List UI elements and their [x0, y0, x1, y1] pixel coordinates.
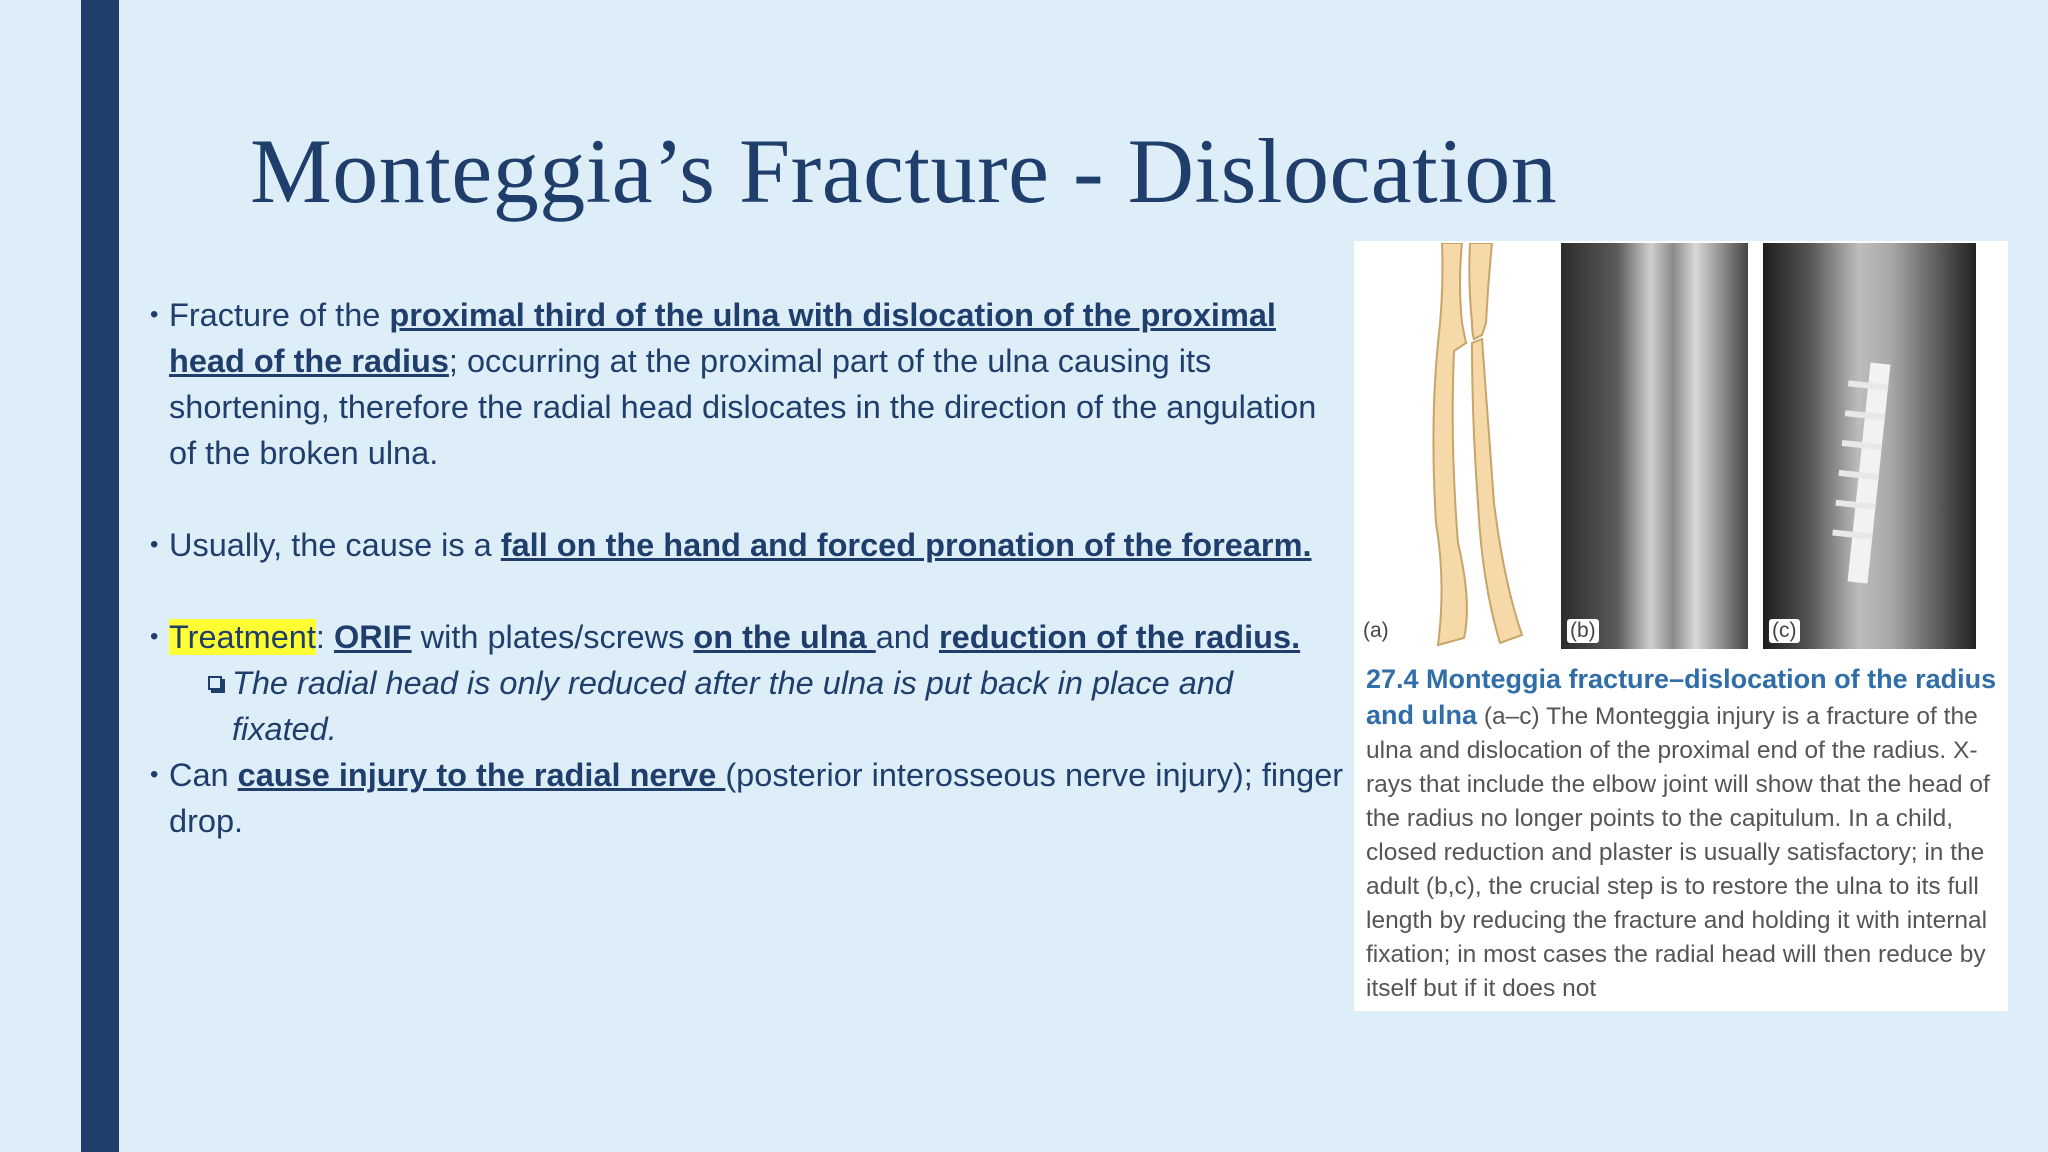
caption-text: (a–c) The Monteggia injury is a fracture of the ulna and dislocation of the proximal end of the radius. X-rays that include the elbow joint will show that the head of the radius no longer points to the capitulum. In a child, closed reduction and plaster is usually satisfactory; in the adult (b,c), the crucial step is to restore the ulna to its full length by reducing the fracture and holding it with internal fixation; in most cases the radial head will then reduce by itself but if it does not — [1366, 703, 1990, 1002]
bullet-dot-icon: • — [150, 623, 159, 650]
bullet-list — [150, 292, 1345, 844]
slide-title: Monteggia’s Fracture - Dislocation — [250, 120, 1558, 222]
checkbox-bullet-icon — [208, 676, 222, 690]
bullet-text: Usually, the cause is a — [169, 527, 501, 563]
bullet-text: and — [875, 619, 939, 655]
panel-label: (c) — [1769, 619, 1800, 643]
bullet-text: Can — [169, 757, 238, 793]
bullet-definition — [150, 292, 1345, 476]
sub-bullet-note — [150, 660, 1345, 752]
panel-label: (b) — [1567, 619, 1599, 643]
bullet-dot-icon: • — [150, 531, 159, 558]
accent-bar — [81, 0, 119, 1152]
bullet-emphasis: proximal third of the ulna with dislocation of the proximal head of the radius — [169, 297, 1276, 379]
bullet-text: : — [315, 619, 334, 655]
bullet-treatment — [150, 614, 1345, 660]
bullet-text: with plates/screws — [411, 619, 694, 655]
bullet-emphasis: fall on the hand and forced pronation of the forearm. — [500, 527, 1312, 563]
bullet-text: Fracture of the — [169, 297, 390, 333]
sub-bullet-text: The radial head is only reduced after the ulna is put back in place and fixated. — [232, 665, 1233, 747]
highlighted-term: Treatment — [169, 619, 316, 655]
bullet-emphasis: cause injury to the radial nerve — [237, 757, 726, 793]
bullet-complication — [150, 752, 1345, 844]
textbook-figure — [1354, 241, 2008, 1011]
bullet-cause — [150, 522, 1345, 568]
bullet-dot-icon: • — [150, 761, 159, 788]
bullet-emphasis: reduction of the radius. — [939, 619, 1301, 655]
xray-panel-b — [1561, 243, 1748, 649]
bullet-emphasis: on the ulna — [693, 619, 876, 655]
bone-diagram-icon — [1354, 243, 1559, 649]
fixation-plate-icon — [1763, 243, 1976, 649]
bullet-dot-icon: • — [150, 301, 159, 328]
bullet-emphasis: ORIF — [333, 619, 412, 655]
figure-panel-a — [1354, 243, 1559, 649]
bullet-text: ; occurring at the proximal part of the ulna causing its shortening, therefore the radial head dislocates in the direction of the angulation of the broken ulna. — [169, 343, 1317, 471]
figure-caption — [1366, 662, 2006, 1006]
panel-label: (a) — [1360, 619, 1392, 643]
caption-title: 27.4 Monteggia fracture–dislocation of the radius and ulna — [1366, 664, 1997, 730]
bullet-text: (posterior interosseous nerve injury); finger drop. — [169, 757, 1344, 839]
xray-panel-c — [1763, 243, 1976, 649]
